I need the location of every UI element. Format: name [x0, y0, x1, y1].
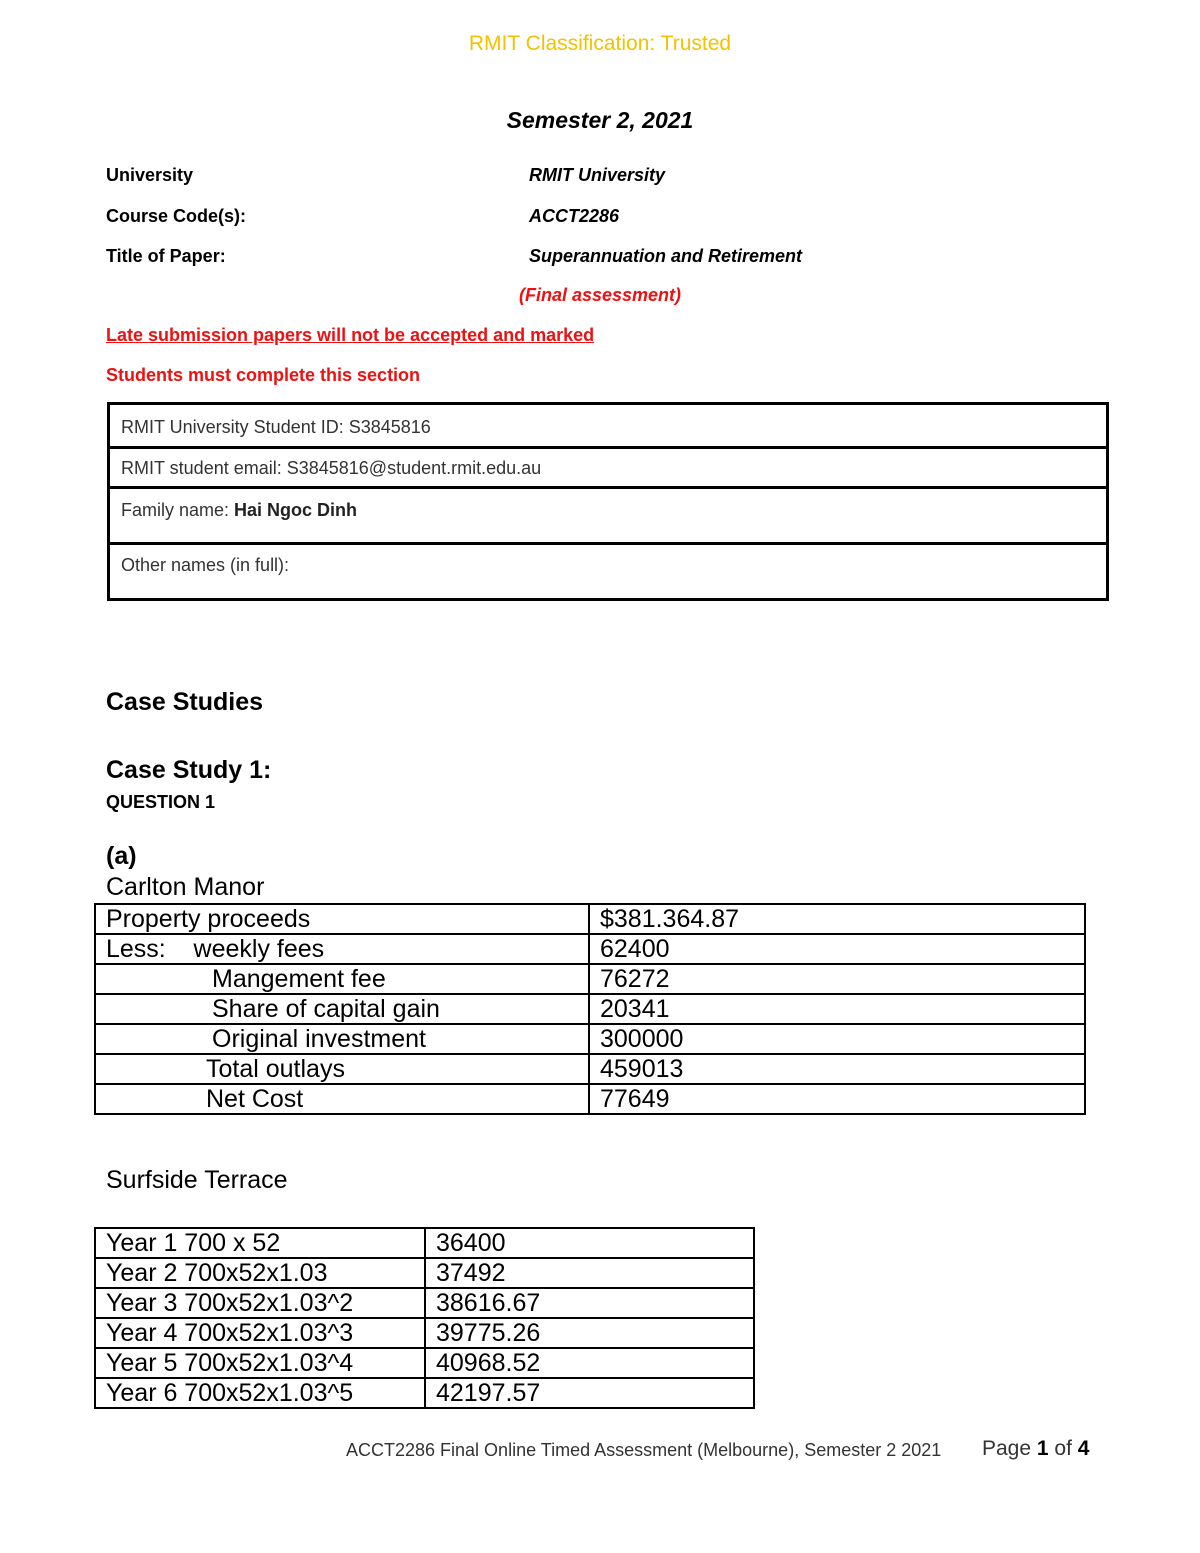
student-id-text: RMIT University Student ID: S3845816	[121, 417, 431, 437]
row-label: Year 2 700x52x1.03	[95, 1258, 425, 1288]
page-total: 4	[1077, 1437, 1090, 1460]
row-value: 459013	[589, 1054, 1085, 1084]
row-value: 36400	[425, 1228, 754, 1258]
course-code-value: ACCT2286	[529, 206, 620, 226]
page-footer: ACCT2286 Final Online Timed Assessment (Melbourne), Semester 2 2021	[346, 1440, 942, 1460]
family-name-value: Hai Ngoc Dinh	[234, 500, 358, 520]
row-label: Original investment	[95, 1024, 589, 1054]
page-word: Page	[982, 1437, 1037, 1460]
row-value: 40968.52	[425, 1348, 754, 1378]
course-code-label: Course Code(s):	[106, 206, 247, 226]
family-name-row	[110, 489, 1106, 545]
row-value: 77649	[589, 1084, 1085, 1114]
row-value: 38616.67	[425, 1288, 754, 1318]
table-row	[95, 1054, 1085, 1084]
row-label: Year 5 700x52x1.03^4	[95, 1348, 425, 1378]
table-row	[95, 934, 1085, 964]
row-label: Year 1 700 x 52	[95, 1228, 425, 1258]
table-row	[95, 1378, 754, 1408]
row-label: Net Cost	[95, 1084, 589, 1114]
carlton-manor-table	[94, 903, 1086, 1115]
final-assessment-note: (Final assessment)	[518, 285, 682, 305]
student-section-notice: Students must complete this section	[106, 365, 421, 385]
student-email-row	[110, 449, 1106, 489]
row-label: Share of capital gain	[95, 994, 589, 1024]
row-label: Year 3 700x52x1.03^2	[95, 1288, 425, 1318]
student-details-box	[107, 402, 1109, 601]
table-row	[95, 1348, 754, 1378]
row-value: 39775.26	[425, 1318, 754, 1348]
row-value: 62400	[589, 934, 1085, 964]
table-row	[95, 1024, 1085, 1054]
table-row	[95, 1228, 754, 1258]
table-row	[95, 904, 1085, 934]
row-label: Property proceeds	[95, 904, 589, 934]
other-names-row	[110, 545, 1106, 598]
other-names-label: Other names (in full):	[121, 555, 290, 575]
table-row	[95, 1084, 1085, 1114]
table-row	[95, 1288, 754, 1318]
student-id-row	[110, 405, 1106, 449]
table-row	[95, 964, 1085, 994]
family-name-label: Family name:	[121, 500, 235, 520]
page-current: 1	[1036, 1437, 1049, 1460]
table-row	[95, 1258, 754, 1288]
row-value: 20341	[589, 994, 1085, 1024]
late-submission-notice: Late submission papers will not be accepted and marked	[106, 325, 595, 345]
row-value: 76272	[589, 964, 1085, 994]
table-row	[95, 994, 1085, 1024]
university-label: University	[106, 165, 194, 185]
row-label: Total outlays	[95, 1054, 589, 1084]
row-label: Year 6 700x52x1.03^5	[95, 1378, 425, 1408]
row-value: 37492	[425, 1258, 754, 1288]
row-value: 300000	[589, 1024, 1085, 1054]
question-1-heading: QUESTION 1	[106, 792, 216, 812]
row-label: Less: weekly fees	[95, 934, 589, 964]
page-number	[982, 1437, 1089, 1461]
case-studies-heading: Case Studies	[106, 688, 264, 716]
page-of: of	[1048, 1437, 1078, 1460]
row-value: 42197.57	[425, 1378, 754, 1408]
paper-title-value: Superannuation and Retirement	[529, 246, 803, 266]
row-label: Year 4 700x52x1.03^3	[95, 1318, 425, 1348]
case-study-1-heading: Case Study 1:	[106, 756, 272, 784]
surfside-terrace-heading: Surfside Terrace	[106, 1166, 288, 1194]
classification-label: RMIT Classification: Trusted	[468, 32, 732, 55]
student-email-text: RMIT student email: S3845816@student.rmit.edu.au	[121, 458, 542, 478]
semester-title: Semester 2, 2021	[506, 107, 694, 133]
university-value: RMIT University	[529, 165, 666, 185]
surfside-terrace-table	[94, 1227, 755, 1409]
row-value: $381.364.87	[589, 904, 1085, 934]
carlton-manor-heading: Carlton Manor	[106, 873, 265, 901]
paper-title-label: Title of Paper:	[106, 246, 226, 266]
part-a-heading: (a)	[106, 842, 137, 870]
table-row	[95, 1318, 754, 1348]
row-label: Mangement fee	[95, 964, 589, 994]
